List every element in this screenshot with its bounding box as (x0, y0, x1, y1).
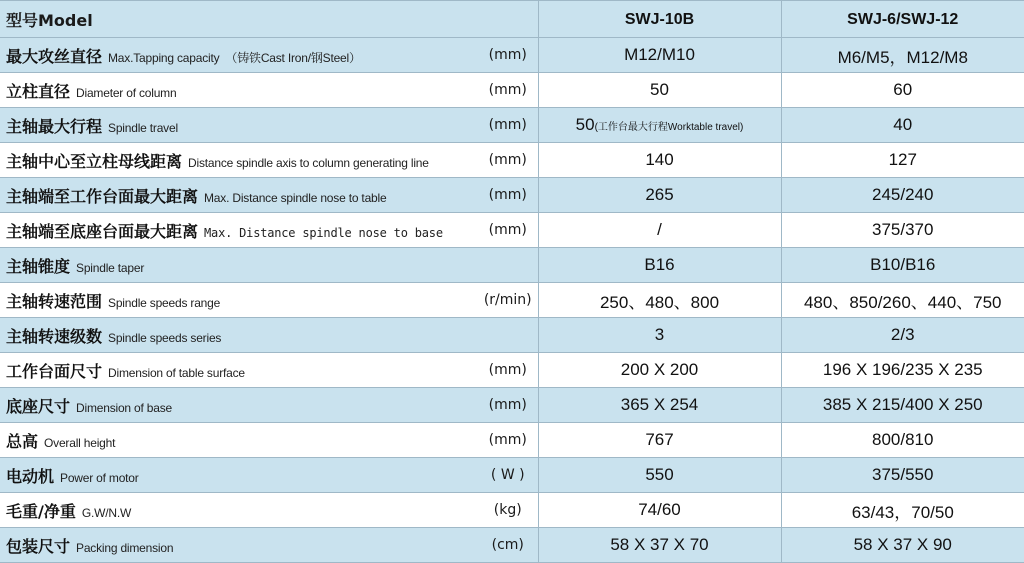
spec-unit (478, 248, 538, 283)
table-row (0, 283, 1024, 318)
table-row (0, 143, 1024, 178)
spec-name-en: Overall height (44, 435, 116, 450)
model-b-header (781, 1, 1024, 38)
model-a-value (538, 248, 781, 283)
spec-unit: (mm) (478, 38, 538, 73)
model-a-value-text: 140 (645, 150, 674, 169)
spec-unit: (cm) (478, 528, 538, 563)
spec-name-cell (0, 283, 478, 318)
spec-name-en: Dimension of base (76, 400, 173, 415)
spec-name-cn: 主轴转速范围 (6, 291, 103, 311)
spec-name-cn: 工作台面尺寸 (6, 361, 103, 381)
spec-unit: (mm) (478, 423, 538, 458)
spec-name-cell (0, 143, 478, 178)
model-b-value: 40 (781, 108, 1024, 143)
spec-name-cn: 立柱直径 (6, 81, 71, 101)
spec-name-cn: 主轴锥度 (6, 256, 71, 276)
model-a-value (538, 73, 781, 108)
model-a-value-text: 50 (575, 115, 595, 134)
header-row (0, 1, 1024, 38)
model-a-value (538, 493, 781, 528)
spec-name-en: Spindle taper (76, 260, 145, 275)
spec-table-body (0, 1, 1024, 563)
spec-unit: (mm) (478, 178, 538, 213)
model-b-value: 375/370 (781, 213, 1024, 248)
spec-name-cell (0, 73, 478, 108)
spec-name-cn: 电动机 (6, 466, 55, 486)
spec-name-cell (0, 423, 478, 458)
spec-name-en: Max. Distance spindle nose to base (204, 225, 443, 240)
model-a-value (538, 143, 781, 178)
table-row (0, 493, 1024, 528)
model-a-value (538, 388, 781, 423)
spec-unit: ( W ) (478, 458, 538, 493)
spec-name-en: Dimension of table surface (108, 365, 245, 380)
model-b-value: M6/M5，M12/M8 (781, 38, 1024, 73)
spec-name-cell (0, 248, 478, 283)
spec-name-cell (0, 38, 478, 73)
model-a-value (538, 353, 781, 388)
model-b-name: SWJ-6/SWJ-12 (847, 11, 959, 28)
spec-name-cn: 主轴转速级数 (6, 326, 103, 346)
model-b-value: B10/B16 (781, 248, 1024, 283)
model-a-value-text: 767 (645, 430, 674, 449)
model-a-value-text: 74/60 (638, 500, 681, 519)
spec-name-cell (0, 493, 478, 528)
spec-unit: (mm) (478, 353, 538, 388)
spec-unit: (mm) (478, 143, 538, 178)
model-b-value: 480、850/260、440、750 (781, 283, 1024, 318)
spec-name-cell (0, 458, 478, 493)
table-row (0, 388, 1024, 423)
model-a-value-text: 365 X 254 (620, 395, 699, 414)
model-b-value: 127 (781, 143, 1024, 178)
model-a-name: SWJ-10B (624, 11, 695, 28)
spec-name-en: Spindle speeds series (108, 330, 222, 345)
spec-name-en: Distance spindle axis to column generating line (188, 155, 429, 170)
spec-unit: (mm) (478, 388, 538, 423)
model-a-value (538, 283, 781, 318)
spec-unit (478, 318, 538, 353)
table-row (0, 353, 1024, 388)
model-b-value: 58 X 37 X 90 (781, 528, 1024, 563)
spec-name-cell (0, 353, 478, 388)
spec-name-en: G.W/N.W (81, 505, 132, 520)
model-a-value-text: B16 (644, 255, 675, 274)
spec-name-en: Packing dimension (76, 540, 174, 555)
model-a-value-text: 200 X 200 (620, 360, 699, 379)
model-a-value (538, 178, 781, 213)
table-row (0, 248, 1024, 283)
table-row (0, 458, 1024, 493)
spec-name-cn: 底座尺寸 (6, 396, 71, 416)
spec-unit: (mm) (478, 73, 538, 108)
model-b-value: 196 X 196/235 X 235 (781, 353, 1024, 388)
spec-name-cn: 主轴端至工作台面最大距离 (6, 186, 199, 206)
model-a-value-text: / (657, 220, 662, 239)
spec-name-cell (0, 213, 478, 248)
spec-unit: (kg) (478, 493, 538, 528)
table-row (0, 423, 1024, 458)
model-a-value-text: 550 (645, 465, 674, 484)
spec-unit: (r/min) (478, 283, 538, 318)
table-row (0, 178, 1024, 213)
model-b-value: 245/240 (781, 178, 1024, 213)
spec-name-cell (0, 108, 478, 143)
spec-name-en: Max.Tapping capacity (108, 50, 220, 65)
model-label-text: 型号Model (6, 10, 93, 30)
spec-name-cn: 最大攻丝直径 (6, 46, 103, 66)
model-a-value (538, 423, 781, 458)
spec-unit: (mm) (478, 108, 538, 143)
table-row (0, 38, 1024, 73)
model-b-value: 800/810 (781, 423, 1024, 458)
model-a-value (538, 458, 781, 493)
spec-name-en: Diameter of column (76, 85, 177, 100)
model-a-value-text: M12/M10 (624, 45, 695, 64)
spec-name-en: Power of motor (60, 470, 139, 485)
spec-name-extra: （铸铁Cast Iron/钢Steel） (225, 50, 361, 65)
model-a-value (538, 108, 781, 143)
table-row (0, 108, 1024, 143)
model-a-value (538, 38, 781, 73)
spec-name-cn: 主轴最大行程 (6, 116, 103, 136)
model-a-value (538, 528, 781, 563)
spec-unit: (mm) (478, 213, 538, 248)
model-b-value: 2/3 (781, 318, 1024, 353)
spec-name-cn: 包装尺寸 (6, 536, 71, 556)
table-row (0, 73, 1024, 108)
spec-name-en: Max. Distance spindle nose to table (204, 190, 387, 205)
model-b-value: 63/43，70/50 (781, 493, 1024, 528)
model-a-value-note: (工作台最大行程Worktable travel) (594, 122, 744, 133)
model-b-value: 375/550 (781, 458, 1024, 493)
model-b-value: 60 (781, 73, 1024, 108)
table-row (0, 318, 1024, 353)
spec-name-cn: 总高 (6, 431, 39, 451)
model-a-value-text: 3 (654, 325, 665, 344)
model-a-value-text: 50 (650, 80, 669, 99)
spec-name-cell (0, 388, 478, 423)
spec-name-en: Spindle travel (108, 120, 178, 135)
model-a-value (538, 213, 781, 248)
spec-name-cn: 主轴端至底座台面最大距离 (6, 221, 199, 241)
spec-name-cell (0, 528, 478, 563)
model-b-value: 385 X 215/400 X 250 (781, 388, 1024, 423)
model-a-value-text: 265 (645, 185, 674, 204)
model-a-header (538, 1, 781, 38)
table-row (0, 213, 1024, 248)
model-label (0, 1, 538, 38)
spec-name-cell (0, 178, 478, 213)
model-a-value-text: 58 X 37 X 70 (610, 535, 709, 554)
model-a-value-text: 250、480、800 (599, 292, 720, 312)
spec-name-cell (0, 318, 478, 353)
model-a-value (538, 318, 781, 353)
table-row (0, 528, 1024, 563)
spec-name-en: Spindle speeds range (108, 295, 221, 310)
spec-name-cn: 毛重/净重 (6, 501, 76, 521)
spec-name-cn: 主轴中心至立柱母线距离 (6, 151, 183, 171)
